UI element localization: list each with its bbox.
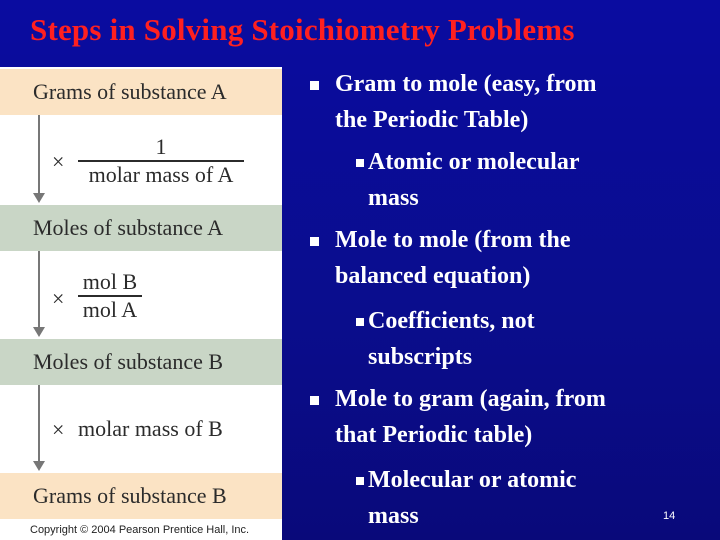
arrow-down-icon bbox=[33, 461, 45, 471]
arrow-line-2 bbox=[38, 251, 40, 329]
bullet-3-line-1: Mole to gram (again, from bbox=[335, 386, 606, 412]
fraction-denominator: molar mass of A bbox=[88, 162, 234, 187]
box-moles-a: Moles of substance A bbox=[0, 205, 282, 251]
molar-mass-b-label: molar mass of B bbox=[78, 416, 223, 441]
bullet-1-line-1: Gram to mole (easy, from bbox=[335, 71, 597, 97]
copyright-note: Copyright © 2004 Pearson Prentice Hall, Inc. bbox=[30, 524, 250, 536]
sub-bullet-square-icon bbox=[356, 318, 364, 326]
sub-bullet-square-icon bbox=[356, 159, 364, 167]
page-number: 14 bbox=[663, 510, 676, 522]
fraction-denominator: mol A bbox=[82, 297, 138, 322]
bullet-2-line-1: Mole to mole (from the bbox=[335, 227, 571, 253]
arrow-line-1 bbox=[38, 115, 40, 195]
bullet-3-line-2: that Periodic table) bbox=[335, 422, 533, 448]
box-grams-b: Grams of substance B bbox=[0, 473, 282, 519]
box-moles-b: Moles of substance B bbox=[0, 339, 282, 385]
fraction-mole-ratio bbox=[78, 270, 142, 322]
bullet-square-icon bbox=[310, 396, 319, 405]
bullet-square-icon bbox=[310, 81, 319, 90]
fraction-molar-mass-a bbox=[78, 135, 244, 187]
sub-bullet-1-line-1: Atomic or molecular bbox=[368, 149, 580, 175]
arrow-down-icon bbox=[33, 193, 45, 203]
bullet-1-line-2: the Periodic Table) bbox=[335, 107, 529, 133]
arrow-line-3 bbox=[38, 385, 40, 463]
bullet-square-icon bbox=[310, 237, 319, 246]
times-sign-3: × bbox=[52, 417, 65, 442]
box-grams-a: Grams of substance A bbox=[0, 69, 282, 115]
arrow-down-icon bbox=[33, 327, 45, 337]
times-sign-1: × bbox=[52, 149, 65, 174]
sub-bullet-2-line-1: Coefficients, not bbox=[368, 308, 535, 334]
slide-title: Steps in Solving Stoichiometry Problems bbox=[30, 12, 575, 47]
sub-bullet-3-line-2: mass bbox=[368, 503, 419, 529]
times-sign-2: × bbox=[52, 286, 65, 311]
sub-bullet-1-line-2: mass bbox=[368, 185, 419, 211]
stoichiometry-diagram bbox=[0, 67, 282, 540]
sub-bullet-3-line-1: Molecular or atomic bbox=[368, 467, 577, 493]
sub-bullet-2-line-2: subscripts bbox=[368, 344, 473, 370]
fraction-numerator: 1 bbox=[155, 134, 167, 159]
sub-bullet-square-icon bbox=[356, 477, 364, 485]
bullet-2-line-2: balanced equation) bbox=[335, 263, 531, 289]
fraction-numerator: mol B bbox=[82, 269, 138, 294]
